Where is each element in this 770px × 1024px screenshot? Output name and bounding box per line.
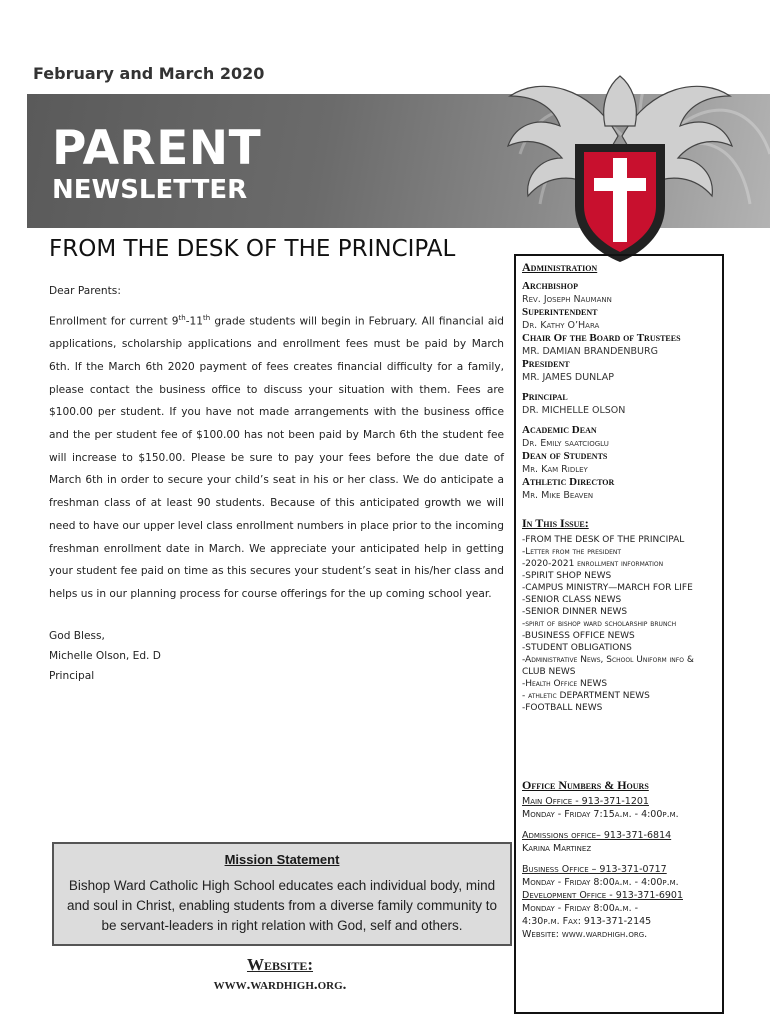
list-item: -Health Office NEWS [522, 679, 608, 689]
mission-statement-box [52, 842, 512, 946]
list-item: -FOOTBALL NEWS [522, 703, 603, 713]
admin-role: Superintendent [522, 306, 598, 318]
admin-role: President [522, 358, 570, 370]
letter-body: Enrollment for current 9th-11th grade students will begin in February. All financial aid applications, scholarship applications and enrollment fees must be paid by March 6th. If the March 6th 2020 payment of fees creates financial difficulty for a family, please contact the business office to discuss your situation with them. Fees are $100.00 per student. If you have not made arrangements with the business office and the per student fee of $100.00 has not been paid by March 6th the student fee will increase to $150.00. Please be sure to pay your fees before the due date of March 6th in order to secure your child’s seat in his or her class. We do anticipate a freshman class of at least 90 students. Because of this anticipated growth we will need to have our upper level class enrollment numbers in place prior to the incoming freshman enrollment date in March. We appreciate your anticipated help in getting your student fee paid on time as this secures your student’s seat in his/her class and helps us in our planning process for course offerings for the up coming school year. [49, 314, 504, 600]
letter-closing-line: God Bless, [49, 629, 105, 642]
admin-name: DR. MICHELLE OLSON [522, 405, 626, 416]
admin-name: Mr. Kam Ridley [522, 464, 588, 475]
development-office-phone: Development Office - 913-371-6901 [522, 890, 683, 901]
letter-salutation: Dear Parents: [49, 285, 121, 297]
admin-name: MR. DAMIAN BRANDENBURG [522, 346, 658, 357]
list-item: -FROM THE DESK OF THE PRINCIPAL [522, 535, 685, 545]
development-office-hours: Monday - Friday 8:00a.m. - [522, 903, 639, 914]
admin-name: Rev. Joseph Naumann [522, 294, 612, 305]
business-office-phone: Business Office – 913-371-0717 [522, 864, 667, 875]
admin-role: Athletic Director [522, 476, 615, 488]
letter-signer-title: Principal [49, 669, 95, 682]
letter-signer: Michelle Olson, Ed. D [49, 649, 161, 662]
office-website-link[interactable]: Website: www.wardhigh.org. [522, 929, 648, 940]
admin-role: Academic Dean [522, 424, 597, 436]
sidebar-box [514, 254, 724, 1014]
list-item: -BUSINESS OFFICE NEWS [522, 631, 635, 641]
school-crest-logo [500, 66, 740, 266]
in-this-issue-list [522, 516, 716, 714]
footer-website [150, 955, 410, 994]
newsletter-title: PARENT [52, 121, 262, 176]
admissions-office-phone: Admissions office– 913-371-6814 [522, 830, 672, 841]
website-label: Website: [246, 955, 314, 974]
list-item: -CAMPUS MINISTRY—MARCH FOR LIFE [522, 583, 693, 593]
admin-name: MR. JAMES DUNLAP [522, 372, 614, 383]
office-hours [522, 778, 716, 941]
admin-role: Archbishop [522, 280, 578, 292]
list-item: -2020-2021 enrollment information [522, 559, 664, 569]
admin-role: Principal [522, 391, 568, 403]
list-item: -SENIOR DINNER NEWS [522, 607, 628, 617]
office-heading: Office Numbers & Hours [522, 778, 649, 792]
list-item: - athletic DEPARTMENT NEWS [522, 691, 650, 701]
principal-letter [49, 285, 504, 686]
administration-heading: Administration [522, 260, 598, 274]
list-item: -SPIRIT SHOP NEWS [522, 571, 612, 581]
newsletter-subtitle: NEWSLETTER [52, 175, 248, 205]
admin-name: Dr. Kathy O’Hara [522, 320, 600, 331]
main-office-phone: Main Office - 913-371-1201 [522, 796, 649, 807]
mission-text: Bishop Ward Catholic High School educates each individual body, mind and soul in Christ, enabling students from a diverse family community to be servant-leaders in right relation with God, self and others. [67, 878, 497, 933]
list-item: -Letter from the president [522, 547, 622, 557]
admin-role: Chair Of the Board of Trustees [522, 332, 681, 344]
development-office-fax: 4:30p.m. Fax: 913-371-2145 [522, 916, 652, 927]
admin-name: Mr. Mike Beaven [522, 490, 594, 501]
list-item: -spirit of bishop ward scholarship brunch [522, 619, 677, 629]
list-item: -SENIOR CLASS NEWS [522, 595, 622, 605]
administration-list [522, 280, 716, 502]
letter-closing [49, 626, 504, 686]
business-office-hours: Monday - Friday 8:00a.m. - 4:00p.m. [522, 877, 679, 888]
website-link[interactable]: www.wardhigh.org. [213, 977, 347, 993]
admin-role: Dean of Students [522, 450, 608, 462]
list-item: -Administrative News, School Uniform info & CLUB NEWS [522, 655, 694, 677]
principal-section-heading: FROM THE DESK OF THE PRINCIPAL [49, 236, 456, 262]
main-office-hours: Monday - Friday 7:15a.m. - 4:00p.m. [522, 809, 679, 820]
admissions-contact: Karina Martinez [522, 843, 592, 854]
admin-name: Dr. Emily saatcioglu [522, 438, 609, 449]
mission-title: Mission Statement [224, 852, 340, 867]
list-item: -STUDENT OBLIGATIONS [522, 643, 632, 653]
in-this-issue-heading: In This Issue: [522, 516, 589, 530]
newsletter-date: February and March 2020 [33, 64, 265, 83]
